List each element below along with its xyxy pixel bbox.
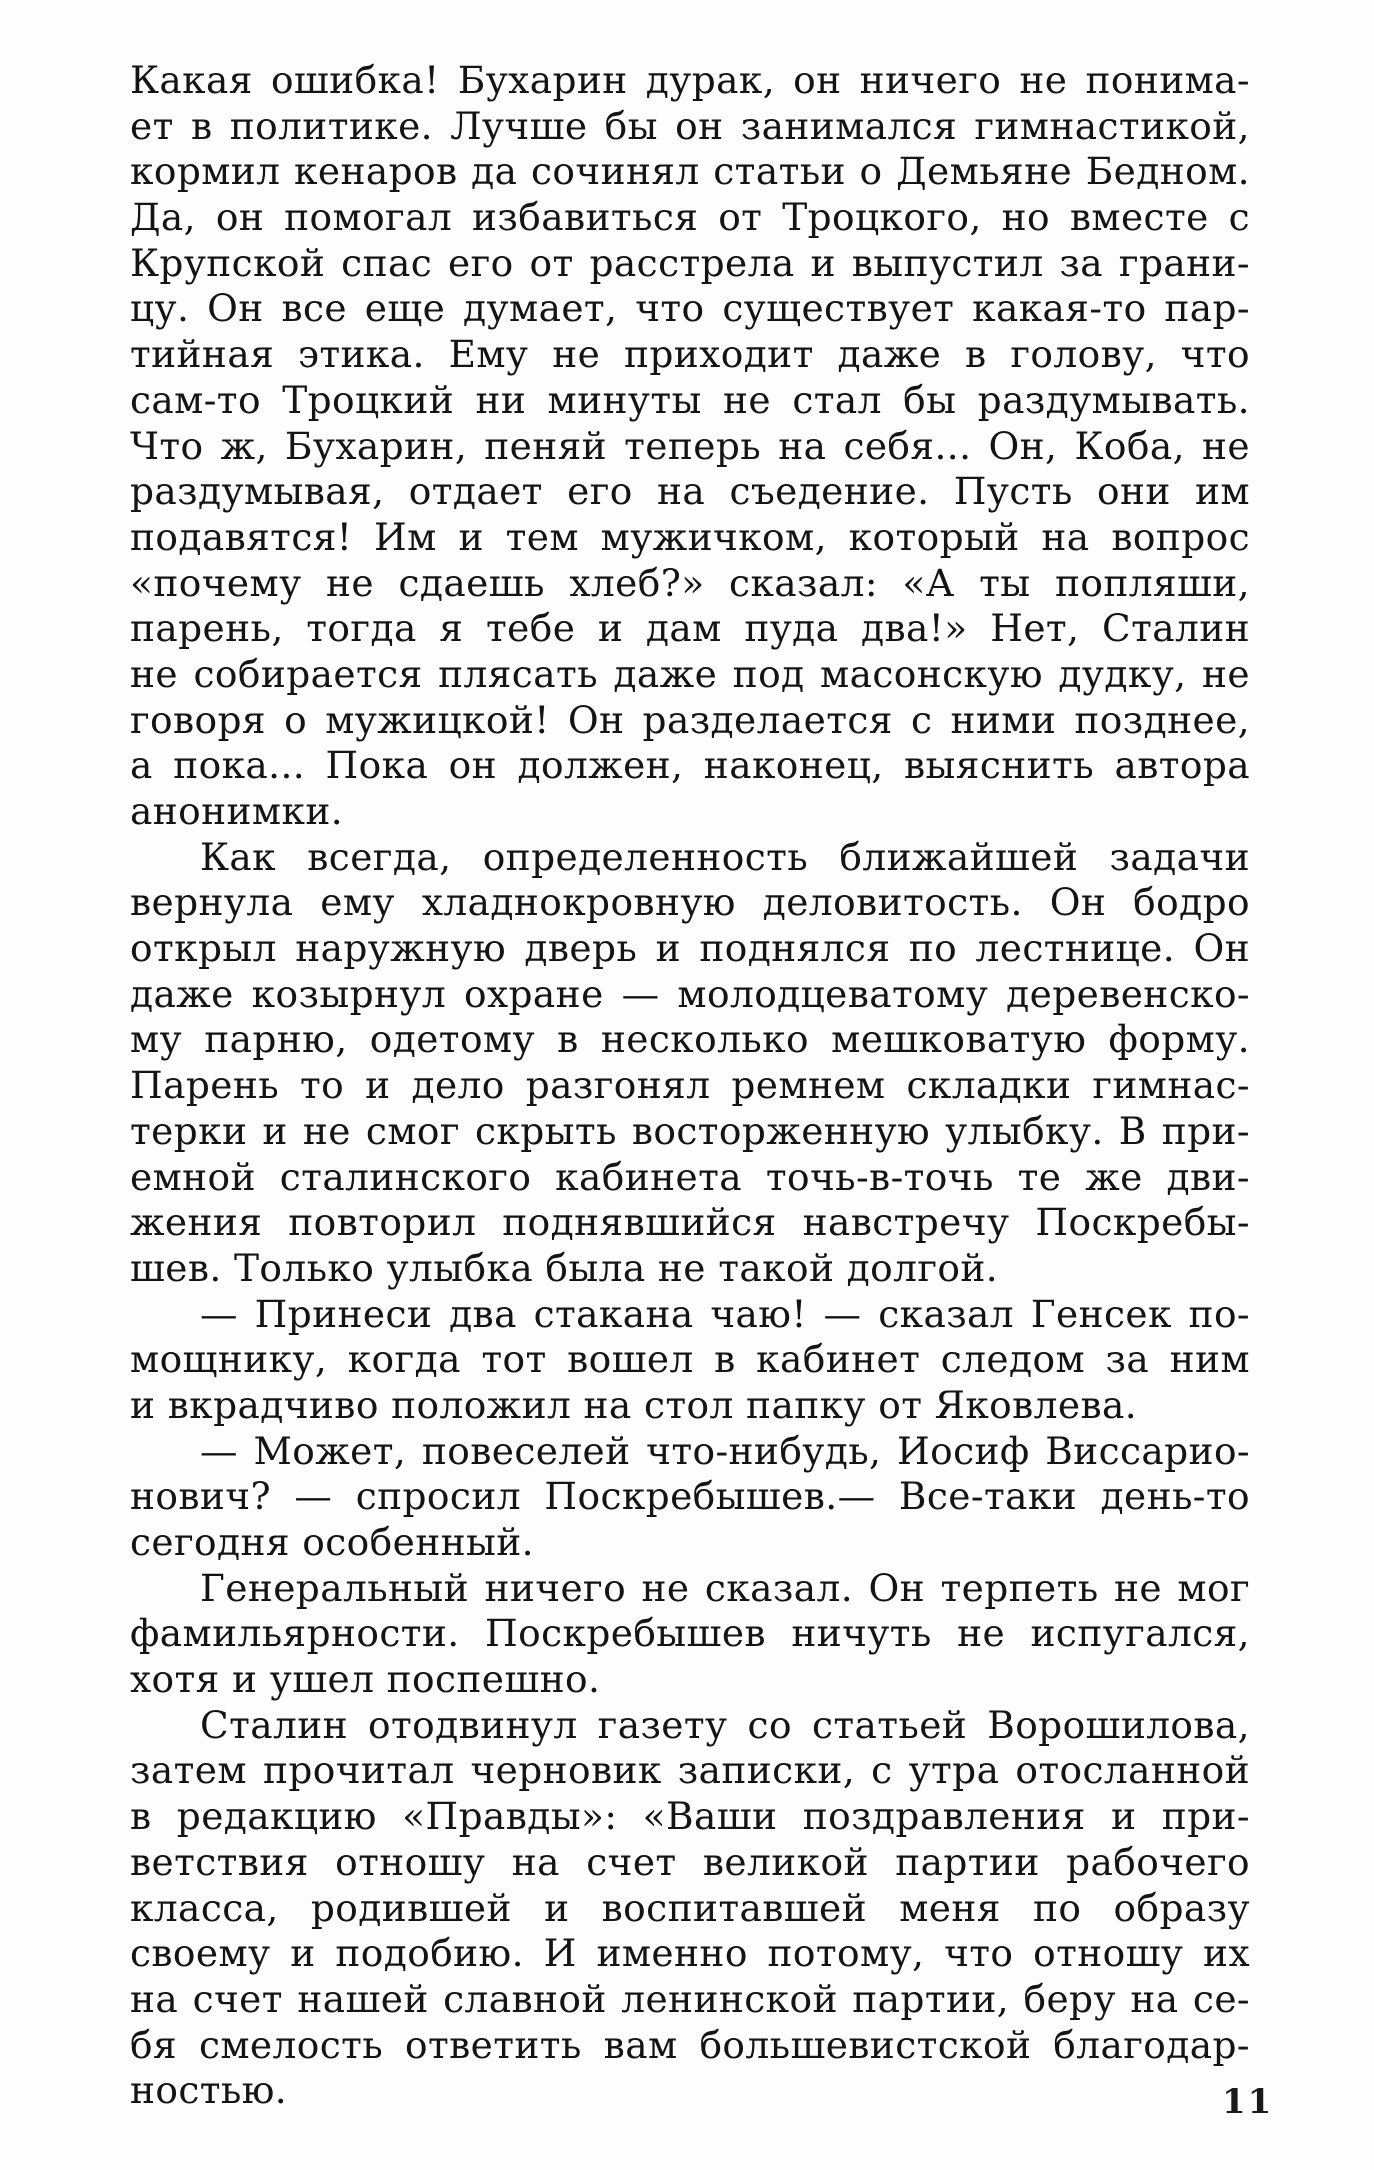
text-line: ветствия отношу на счет великой партии рабочего <box>130 1839 1250 1884</box>
text-line: ет в политике. Лучше бы он занимался гимнастикой, <box>130 103 1250 148</box>
text-line: фамильярности. Поскребышев ничуть не испугался, <box>130 1611 1250 1656</box>
text-line: в редакцию «Правды»: «Ваши поздравления и при- <box>130 1794 1250 1839</box>
text-line: емной сталинского кабинета точь-в-точь те же дви- <box>130 1154 1250 1199</box>
text-line: Да, он помогал избавиться от Троцкого, но вместе с <box>130 195 1250 240</box>
paragraph <box>130 1703 1250 2114</box>
text-line: сегодня особенный. <box>130 1520 534 1564</box>
text-line: анонимки. <box>130 789 344 833</box>
text-line: Парень то и дело разгонял ремнем складки гимнас- <box>130 1063 1250 1108</box>
text-line: Крупской спас его от расстрела и выпустил за грани- <box>130 240 1250 285</box>
text-line: подавятся! Им и тем мужичком, который на вопрос <box>130 514 1250 559</box>
text-line: хотя и ушел поспешно. <box>130 1657 601 1702</box>
text-line: бя смелость ответить вам большевистской благодар- <box>130 2022 1250 2067</box>
page-number: 11 <box>1222 2082 1274 2122</box>
text-line: даже козырнул охране — молодцеватому деревенско- <box>130 971 1250 1016</box>
text-line: — Принеси два стакана чаю! — сказал Генсек по- <box>200 1291 1250 1336</box>
text-line: класса, родившей и воспитавшей меня по образу <box>130 1885 1250 1930</box>
text-line: Что ж, Бухарин, пеняй теперь на себя... Он, Коба, не <box>130 423 1250 468</box>
text-line: и вкрадчиво положил на стол папку от Яковлева. <box>130 1382 1138 1427</box>
text-line: раздумывая, отдает его на съедение. Пусть они им <box>130 469 1250 514</box>
text-line: «почему не сдаешь хлеб?» сказал: «А ты попляши, <box>130 560 1250 605</box>
text-line: му парню, одетому в несколько мешковатую форму. <box>130 1017 1250 1062</box>
text-line: Генеральный ничего не сказал. Он терпеть не мог <box>200 1565 1250 1610</box>
text-line: нович? — спросил Поскребышев.— Все-таки день-то <box>130 1474 1250 1519</box>
paragraph <box>130 1429 1250 1566</box>
text-line: своему и подобию. И именно потому, что отношу их <box>130 1931 1250 1976</box>
text-line: сам-то Троцкий ни минуты не стал бы раздумывать. <box>130 377 1250 422</box>
text-line: терки и не смог скрыть восторженную улыбку. В при- <box>130 1108 1250 1153</box>
paragraph <box>130 835 1250 1292</box>
text-line: парень, тогда я тебе и дам пуда два!» Нет, Сталин <box>130 606 1250 651</box>
text-line: затем прочитал черновик записки, с утра отосланной <box>130 1748 1250 1793</box>
text-line: шев. Только улыбка была не такой долгой. <box>130 1245 999 1290</box>
text-line: вернула ему хладнокровную деловитость. Он бодро <box>130 880 1250 925</box>
text-line: а пока... Пока он должен, наконец, выяснить автора <box>130 743 1250 788</box>
text-line: на счет нашей славной ленинской партии, беру на се- <box>130 1976 1250 2021</box>
text-line: Как всегда, определенность ближайшей задачи <box>200 834 1250 879</box>
body-text <box>130 58 1250 2114</box>
text-line: открыл наружную дверь и поднялся по лестнице. Он <box>130 926 1250 971</box>
text-line: тийная этика. Ему не приходит даже в голову, что <box>130 332 1250 377</box>
paragraph <box>130 1566 1250 1703</box>
text-line: говоря о мужицкой! Он разделается с ними позднее, <box>130 697 1250 742</box>
paragraph <box>130 58 1250 835</box>
paragraph <box>130 1292 1250 1429</box>
text-line: Какая ошибка! Бухарин дурак, он ничего не понима- <box>130 58 1250 102</box>
text-line: цу. Он все еще думает, что существует какая-то пар- <box>130 286 1250 331</box>
text-line: кормил кенаров да сочинял статьи о Демьяне Бедном. <box>130 149 1250 194</box>
text-line: не собирается плясать даже под масонскую дудку, не <box>130 651 1250 696</box>
text-line: мощнику, когда тот вошел в кабинет следом за ним <box>130 1337 1250 1382</box>
text-line: — Может, повеселей что-нибудь, Иосиф Виссарио- <box>200 1428 1250 1473</box>
text-line: жения повторил поднявшийся навстречу Поскребы- <box>130 1200 1250 1245</box>
text-line: Сталин отодвинул газету со статьей Ворошилова, <box>200 1702 1250 1747</box>
text-line: ностью. <box>130 2068 288 2113</box>
